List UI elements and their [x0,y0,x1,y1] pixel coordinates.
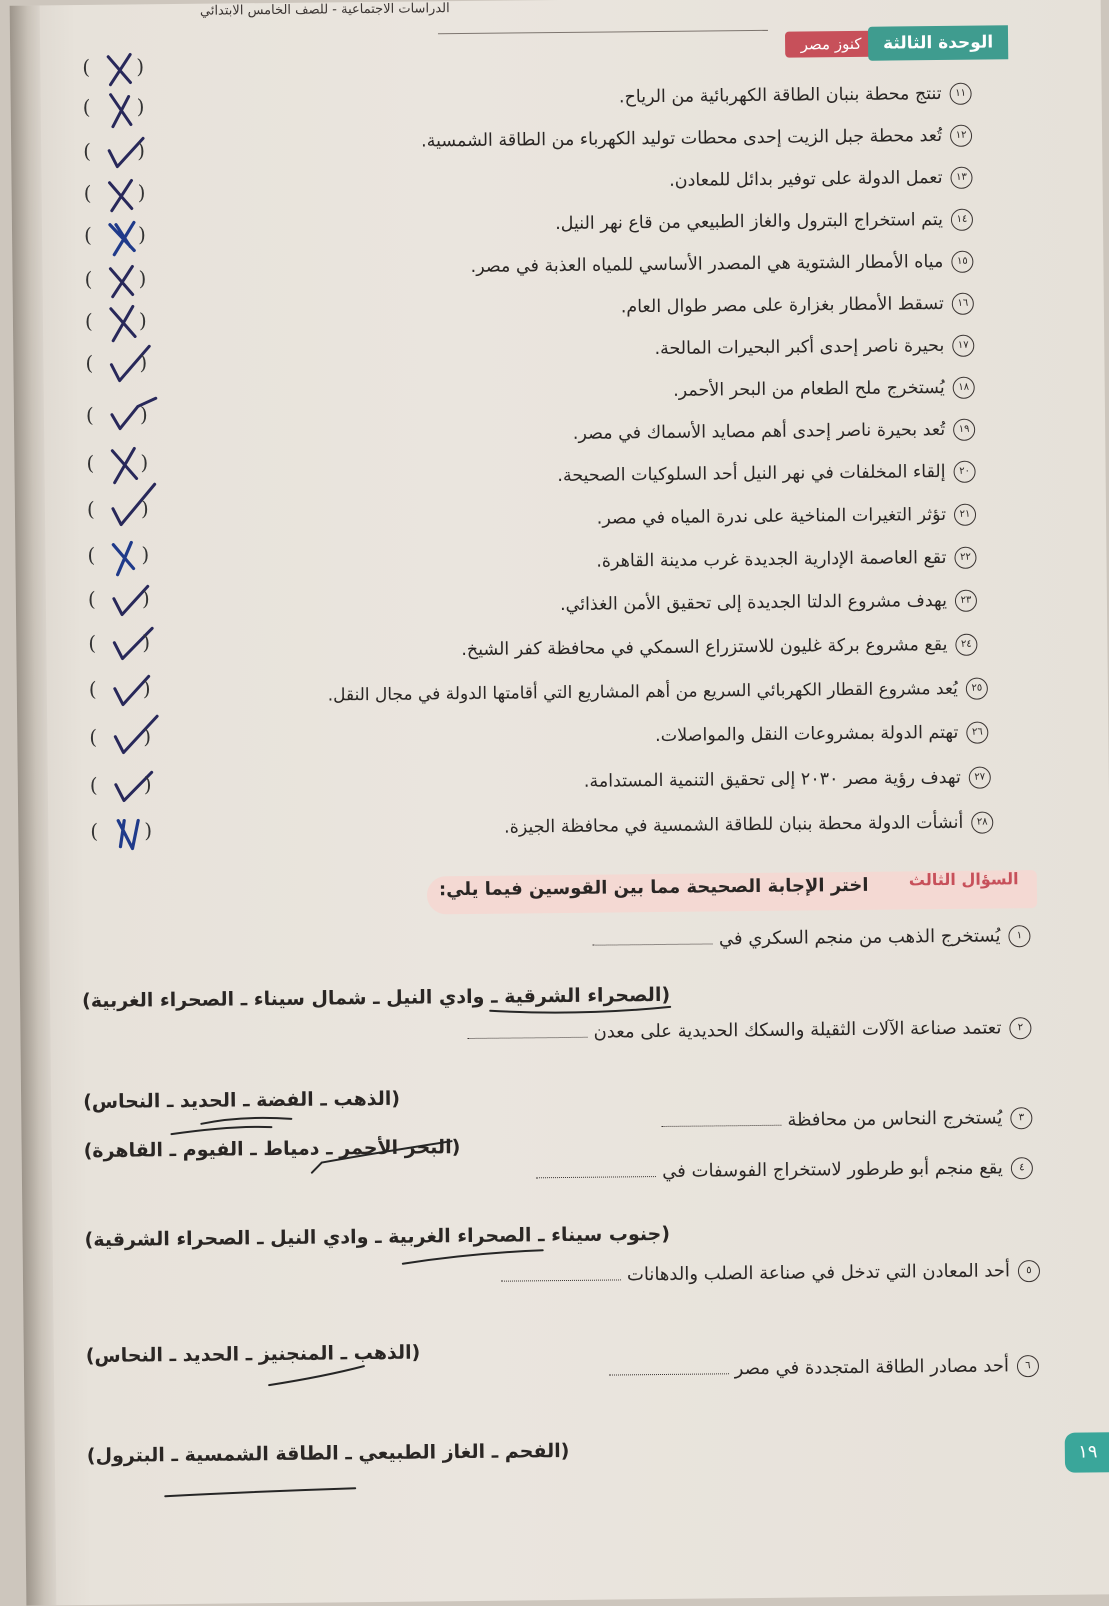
statement-21 [597,503,977,531]
answer-blank [501,1279,621,1281]
answer-blank [609,1373,729,1375]
statement-number: ١٣ [950,167,972,189]
answer-blank [536,1176,656,1178]
statement-text: بحيرة ناصر إحدى أكبر البحيرات المالحة. [654,335,945,360]
header-rule [438,30,768,34]
mcq-options-2: (الذهب ـ الفضة ـ الحديد ـ النحاس) [83,1087,401,1114]
mark-11-x: ( ) [83,88,163,129]
question-number: ١ [1008,925,1030,947]
mcq-options-1: (الصحراء الشرقية ـ وادي النيل ـ شمال سيناء ـ الصحراء الغربية) [81,983,671,1013]
statement-number: ١٤ [951,209,973,231]
statement-number: ١٩ [953,419,975,441]
question-number: ٦ [1017,1355,1039,1377]
mark-17-check: ( ) [85,344,165,385]
mark-27-x: ( ) [90,812,170,853]
answer-blank [661,1125,781,1127]
mcq-question-2 [467,1017,1031,1045]
question-number: ٤ [1011,1157,1033,1179]
statement-text: أنشأت الدولة محطة بنبان للطاقة الشمسية في محافظة الجيزة. [503,812,964,838]
statement-number: ٢٥ [966,678,988,700]
mark-15-x: ( ) [84,260,164,301]
statement-number: ١١ [950,83,972,105]
statement-text: تعمل الدولة على توفير بدائل للمعادن. [669,167,943,191]
page-number: ١٩ [1065,1432,1109,1472]
statement-number: ٢٨ [971,812,993,834]
statement-text: تسقط الأمطار بغزارة على مصر طوال العام. [620,293,944,318]
statement-number: ١٢ [950,125,972,147]
answer-blank [468,1037,588,1039]
statement-14 [555,208,973,236]
statement-18 [673,376,975,403]
statement-25 [328,677,988,708]
mark-22-check: ( ) [88,580,168,621]
statement-26 [655,721,988,748]
statement-15 [470,250,973,279]
statement-17 [654,334,974,361]
question-number: ٣ [1010,1107,1032,1129]
statement-28 [504,811,993,840]
mark-13-x: ( ) [83,174,163,215]
answer-blank [593,943,713,945]
mark-26-check: ( ) [90,766,170,807]
statement-24 [461,633,977,662]
mark-24-check: ( ) [89,670,169,711]
statement-number: ١٧ [952,335,974,357]
question-text: تعتمد صناعة الآلات الثقيلة والسكك الحديدية على معدن [593,1017,1002,1043]
statement-number: ٢٣ [955,590,977,612]
question-text: أحد مصادر الطاقة المتجددة في مصر [734,1355,1010,1380]
statement-20 [557,460,976,488]
statement-text: تهتم الدولة بمشروعات النقل والمواصلات. [655,722,959,747]
mark-14-x: ( ) [84,216,164,257]
section-3-label: السؤال الثالث [908,869,1019,890]
statement-text: تُعد بحيرة ناصر إحدى أهم مصايد الأسماك في مصر. [572,419,946,444]
statement-number: ١٨ [953,377,975,399]
mcq-question-4 [536,1157,1033,1184]
mcq-options-5: (الذهب ـ المنجنيز ـ الحديد ـ النحاس) [85,1341,421,1368]
mcq-question-1 [593,925,1031,952]
statement-number: ٢٢ [954,547,976,569]
question-text: يقع منجم أبو طرطور لاستخراج الفوسفات في [662,1157,1003,1182]
book-title: الدراسات الاجتماعية - للصف الخامس الابتدائي [199,1,450,19]
mcq-options-6: (الفحم ـ الغاز الطبيعي ـ الطاقة الشمسية ـ البترول) [86,1439,570,1468]
statement-text: يُستخرج ملح الطعام من البحر الأحمر. [673,377,945,401]
mcq-options-4: (جنوب سيناء ـ الصحراء الغربية ـ وادي النيل ـ الصحراء الشرقية) [84,1222,671,1252]
statement-number: ١٥ [951,251,973,273]
statement-text: تهدف رؤية مصر ٢٠٣٠ إلى تحقيق التنمية المستدامة. [583,767,961,792]
statement-number: ٢٧ [969,767,991,789]
mcq-question-6 [609,1355,1039,1382]
statement-text: يقع مشروع بركة غليون للاستزراع السمكي في محافظة كفر الشيخ. [461,634,948,661]
statement-22 [596,546,976,574]
statement-text: يهدف مشروع الدلتا الجديدة إلى تحقيق الأمن الغذائي. [559,590,948,616]
statement-16 [621,292,974,320]
statement-19 [573,418,976,446]
mark-12-check: ( ) [83,132,163,173]
statement-number: ١٦ [952,293,974,315]
statement-23 [560,589,977,617]
statement-text: تُعد محطة جبل الزيت إحدى محطات توليد الكهرباء من الطاقة الشمسية. [420,125,943,152]
question-number: ٢ [1009,1017,1031,1039]
unit-badge: الوحدة الثالثة [868,25,1008,60]
mark-25-check: ( ) [89,718,169,759]
statement-text: إلقاء المخلفات في نهر النيل أحد السلوكيات الصحيحة. [557,461,946,487]
statement-text: تؤثر التغيرات المناخية على ندرة المياه في مصر. [596,504,947,529]
mcq-question-3 [661,1107,1032,1133]
mark-10-x: ( ) [82,48,162,89]
statement-text: تنتج محطة بنبان الطاقة الكهربائية من الرياح. [618,84,942,108]
statement-12 [421,124,972,154]
mark-19-x: ( ) [86,444,166,485]
statement-text: يُعد مشروع القطار الكهربائي السريع من أهم المشاريع التي أقامتها الدولة في مجال النقل. [327,678,958,706]
unit-name-badge: كنوز مصر [785,31,877,58]
statement-13 [669,166,973,193]
statement-text: تقع العاصمة الإدارية الجديدة غرب مدينة القاهرة. [596,547,947,572]
mcq-question-5 [501,1260,1040,1288]
question-text: يُستخرج الذهب من منجم السكري في [718,925,1001,950]
statement-text: يتم استخراج البترول والغاز الطبيعي من قاع نهر النيل. [555,209,944,235]
mark-21-x: ( ) [87,536,167,577]
statement-number: ٢٦ [966,722,988,744]
statement-number: ٢٤ [955,634,977,656]
mark-18-check: ( ) [86,396,166,437]
mcq-options-3: (البحر الأحمر ـ دمياط ـ الفيوم ـ القاهرة) [83,1136,461,1163]
mark-23-check: ( ) [88,624,168,665]
mark-20-check: ( ) [87,490,167,531]
book-page [10,0,1109,1606]
book-spine [10,5,57,1605]
question-number: ٥ [1018,1260,1040,1282]
statement-11 [619,82,972,110]
mark-16-x: ( ) [85,302,165,343]
statement-number: ٢١ [954,504,976,526]
statement-text: مياه الأمطار الشتوية هي المصدر الأساسي للمياه العذبة في مصر. [470,251,944,277]
section-3-instruction: اختر الإجابة الصحيحة مما بين القوسين فيما يلي: [438,874,869,901]
statement-number: ٢٠ [953,461,975,483]
question-text: أحد المعادن التي تدخل في صناعة الصلب والدهانات [626,1260,1011,1286]
question-text: يُستخرج النحاس من محافظة [787,1107,1003,1131]
statement-27 [584,766,991,794]
